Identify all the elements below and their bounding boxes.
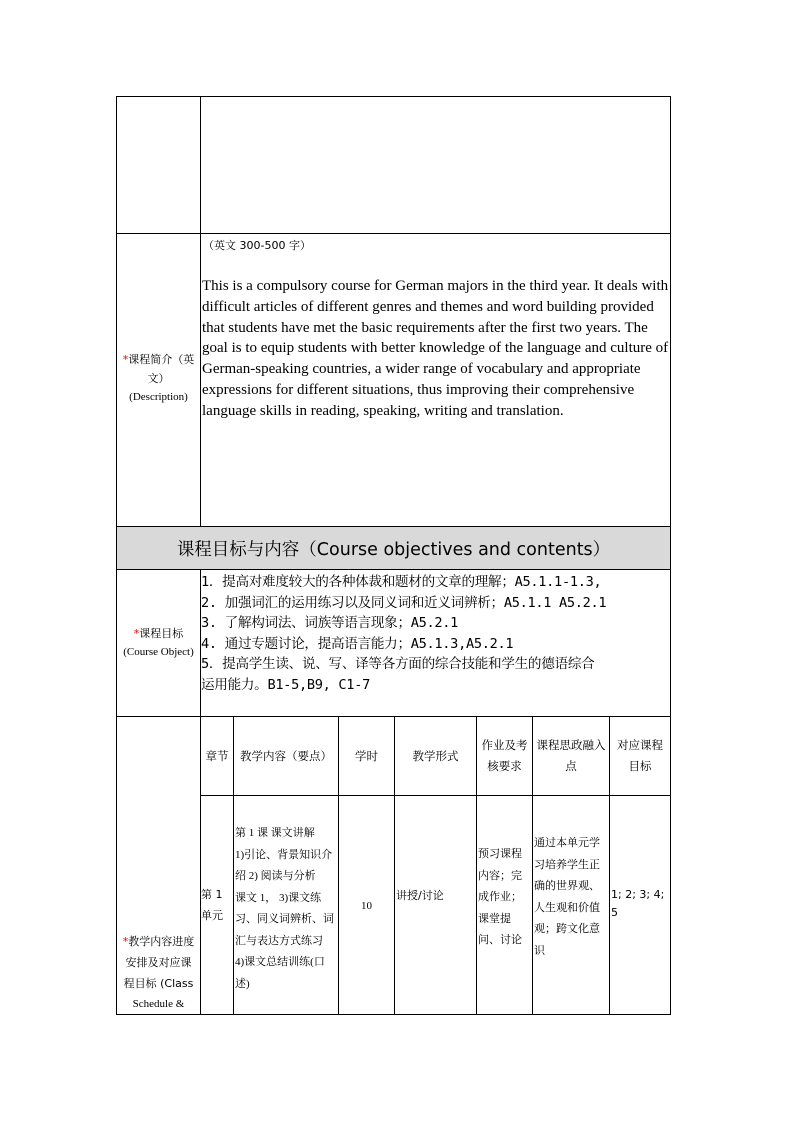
description-label-text1: 课程简介（英 bbox=[128, 353, 195, 366]
header-hours bbox=[339, 717, 394, 795]
unit1-content-line: 绍 2) 阅读与分析 bbox=[235, 870, 316, 882]
objective-item: 4. 通过专题讨论，提高语言能力；A5.1.3,A5.2.1 bbox=[201, 635, 514, 652]
unit1-method: 讲授/讨论 bbox=[396, 889, 444, 902]
description-label-line1 bbox=[117, 350, 200, 369]
unit1-target bbox=[611, 886, 671, 922]
section-title bbox=[117, 527, 670, 569]
objectives-list bbox=[201, 572, 670, 695]
header-homework bbox=[477, 717, 532, 795]
description-length-note: （英文 300-500 字） bbox=[203, 239, 311, 252]
required-star: * bbox=[133, 627, 140, 640]
header-ideology-l1: 课程思政融入 bbox=[536, 738, 606, 752]
unit1-content bbox=[235, 823, 338, 995]
unit1-content-line: 第 1 课 课文讲解 bbox=[235, 827, 315, 839]
header-ideology bbox=[533, 717, 609, 795]
objectives-label-text1: 课程目标 bbox=[139, 627, 184, 640]
header-homework-l1: 作业及考 bbox=[481, 738, 528, 752]
objectives-label bbox=[117, 624, 200, 662]
schedule-label-line4: Schedule & bbox=[132, 998, 185, 1010]
header-method bbox=[395, 717, 476, 795]
unit1-ideology bbox=[534, 832, 609, 961]
unit1-homework bbox=[478, 843, 532, 951]
unit1-content-line: 1)引论、背景知识介 bbox=[235, 848, 333, 861]
unit1-chapter-l2: 单元 bbox=[201, 909, 223, 922]
objectives-label-line2: (Course Object) bbox=[123, 646, 194, 658]
objective-item: 3. 了解构词法、词族等语言现象；A5.2.1 bbox=[201, 615, 459, 631]
description-text: This is a compulsory course for German majors in the third year. It deals with difficult articles of different genres and themes and word building provided that students have met the basic requirements after the first two years. The goal is to equip students with better knowledge of the language and culture of German-speaking countries, a wider range of vocabulary and appropriate expressions for different situations, thus improving their comprehensive language skills in reading, speaking, writing and translation. bbox=[202, 278, 669, 419]
section-title-text: 课程目标与内容（Course objectives and contents） bbox=[176, 539, 611, 560]
unit1-ideology-line: 人生观和价值 bbox=[534, 900, 600, 914]
required-star: * bbox=[122, 353, 129, 366]
objective-item: 5．提高学生读、说、写、译等各方面的综合技能和学生的德语综合 bbox=[201, 656, 595, 672]
schedule-label-line1 bbox=[117, 931, 200, 952]
header-chapter bbox=[201, 717, 233, 795]
schedule-label-line3: 程目标 (Class bbox=[123, 977, 194, 990]
unit1-homework-line: 问、讨论 bbox=[478, 933, 522, 946]
unit1-chapter-l1: 第 1 bbox=[201, 888, 223, 901]
header-content-text: 教学内容（要点） bbox=[240, 748, 332, 763]
unit1-content-line: 汇与表达方式练习 bbox=[235, 934, 323, 947]
unit1-chapter bbox=[201, 884, 233, 926]
unit1-ideology-line: 习培养学生正 bbox=[534, 857, 600, 871]
objectives-label-line1 bbox=[117, 624, 200, 643]
unit1-ideology-line: 识 bbox=[534, 943, 545, 957]
schedule-label bbox=[117, 931, 200, 1015]
unit1-content-line: 述) bbox=[235, 977, 250, 990]
description-label-line2: 文） bbox=[147, 372, 170, 385]
description-label bbox=[117, 350, 200, 407]
unit1-hours: 10 bbox=[361, 900, 372, 912]
unit1-ideology-line: 确的世界观、 bbox=[534, 879, 600, 892]
unit1-content-line: 课文 1， 3)课文练 bbox=[235, 891, 322, 904]
header-hours-text: 学时 bbox=[355, 748, 378, 763]
header-homework-l2: 核要求 bbox=[487, 759, 522, 773]
header-method-text: 教学形式 bbox=[412, 748, 459, 763]
description-label-line3: (Description) bbox=[129, 391, 188, 403]
header-target-l2: 目标 bbox=[628, 759, 652, 773]
header-ideology-l2: 点 bbox=[565, 759, 577, 773]
required-star: * bbox=[122, 935, 129, 948]
header-content bbox=[234, 717, 338, 795]
header-chapter-text: 章节 bbox=[205, 748, 229, 763]
unit1-homework-line: 预习课程 bbox=[478, 847, 522, 860]
header-target-l1: 对应课程 bbox=[617, 738, 663, 752]
header-target bbox=[610, 717, 670, 795]
objective-item: 1．提高对难度较大的各种体裁和题材的文章的理解；A5.1.1-1.3, bbox=[201, 574, 602, 590]
unit1-content-line: 习、同义词辨析、词 bbox=[235, 913, 334, 925]
unit1-homework-line: 课堂提 bbox=[478, 911, 511, 925]
unit1-ideology-line: 通过本单元学 bbox=[534, 836, 600, 849]
schedule-label-text1: 教学内容进度 bbox=[128, 935, 195, 948]
objective-item: 运用能力。B1-5,B9, C1-7 bbox=[201, 676, 370, 693]
unit1-target-line: 5 bbox=[611, 906, 618, 919]
unit1-content-line: 4)课文总结训练(口 bbox=[235, 956, 325, 968]
unit1-target-line: 1; 2; 3; 4; bbox=[611, 888, 665, 901]
unit1-ideology-line: 观；跨文化意 bbox=[534, 922, 600, 935]
objective-item: 2. 加强词汇的运用练习以及同义词和近义词辨析；A5.1.1 A5.2.1 bbox=[201, 594, 607, 611]
unit1-homework-line: 成作业； bbox=[478, 890, 522, 903]
unit1-homework-line: 内容；完 bbox=[478, 868, 522, 882]
schedule-label-line2: 安排及对应课 bbox=[125, 956, 192, 969]
